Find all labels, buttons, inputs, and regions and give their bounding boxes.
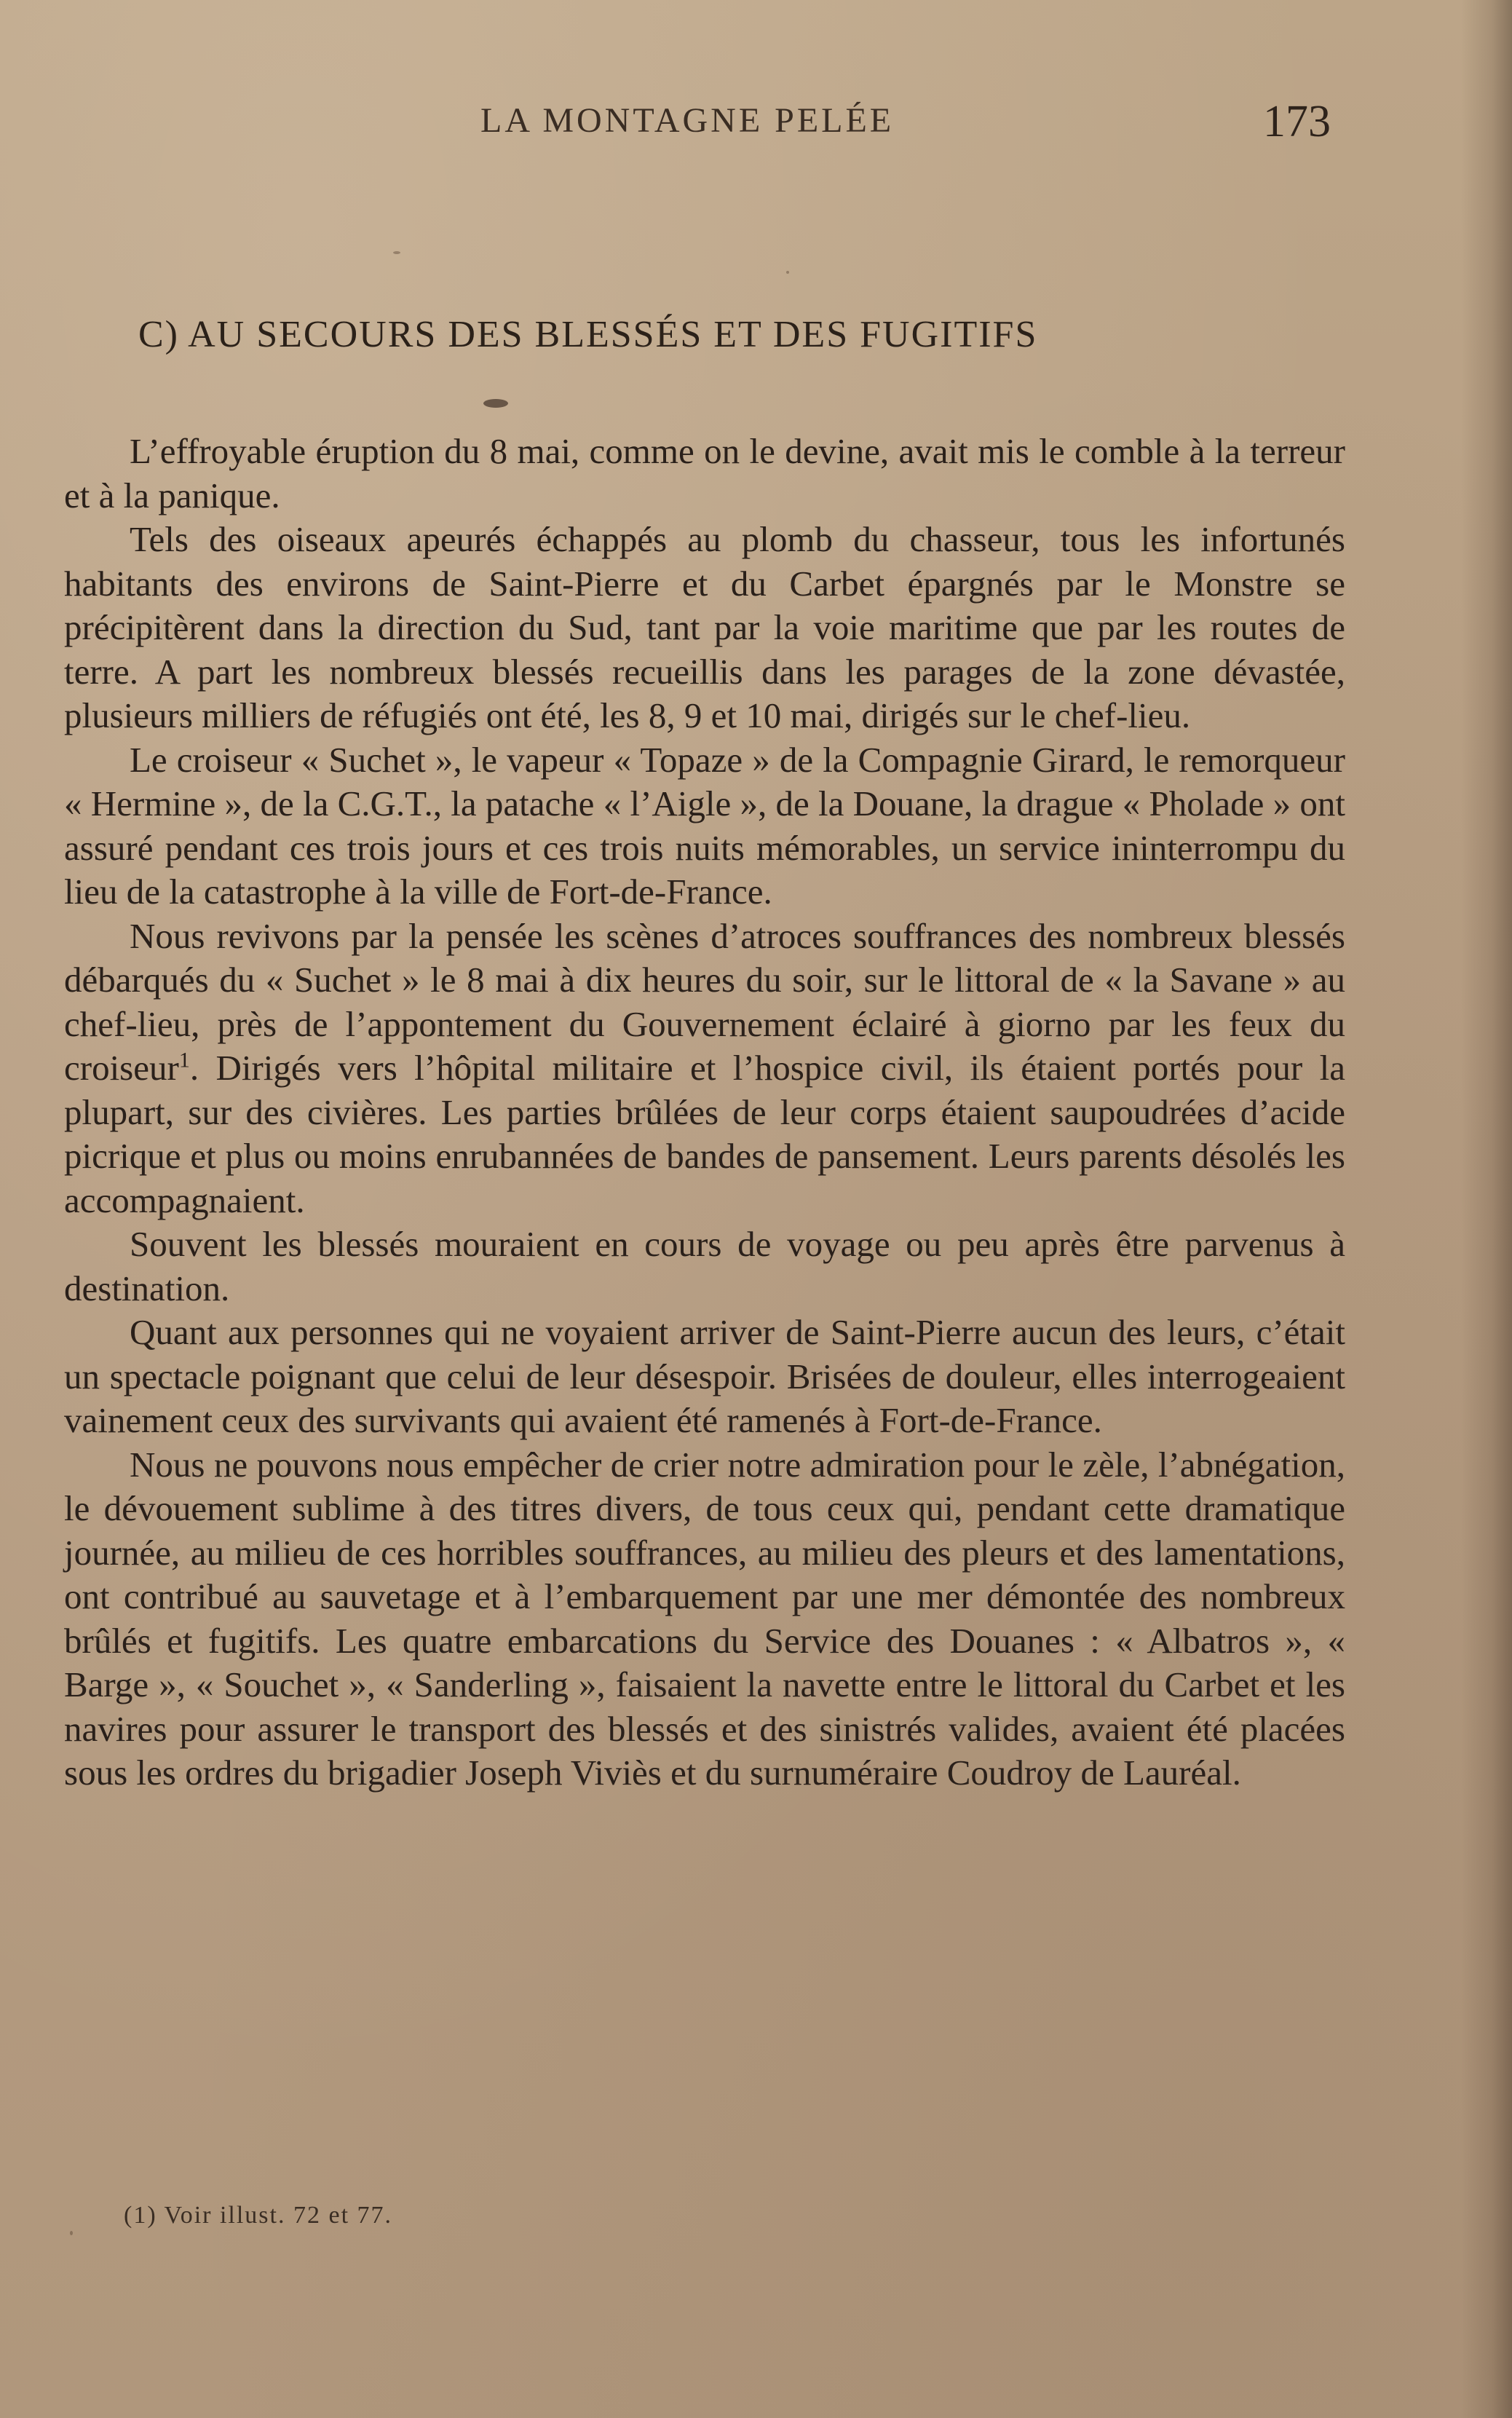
paragraph-4-text-a: Nous revivons par la pensée les scènes d’atroces souffrances des nombreux blessés débarqués du « Suchet » le 8 mai à dix heures du soir, sur le littoral de « la Savane » au chef-lieu, près de l’appontement du Gouvernement éclairé à giorno par les feux du croiseur (64, 915, 1345, 1088)
paragraph-1: L’effroyable éruption du 8 mai, comme on le devine, avait mis le comble à la terreur et à la panique. (64, 431, 1345, 515)
paragraph-5: Souvent les blessés mouraient en cours de voyage ou peu après être parvenus à destination. (64, 1224, 1345, 1308)
paper-speck (786, 271, 789, 274)
footnote-reference: 1 (178, 1048, 190, 1072)
paragraph-4-text-b: . Dirigés vers l’hôpital militaire et l’hospice civil, ils étaient portés pour la plupart, sur des civières. Les parties brûlées de leur corps étaient saupoudrées d’acide picrique et plus ou moins enrubannées de bandes de pansement. Leurs parents désolés les accompagnaient. (64, 1048, 1345, 1220)
paragraph-3: Le croiseur « Suchet », le vapeur « Topaze » de la Compagnie Girard, le remorqueur « Hermine », de la C.G.T., la patache « l’Aigle », de la Douane, la drague « Pholade » ont assuré pendant ces trois jours et ces trois nuits mémorables, un service ininterrompu du lieu de la catastrophe à la ville de Fort-de-France. (64, 739, 1345, 912)
page-edge-shadow (1461, 0, 1512, 2418)
paper-speck (70, 2231, 73, 2235)
paper-speck (393, 251, 400, 254)
page-number: 173 (1263, 97, 1331, 146)
running-header (0, 93, 1512, 159)
paragraph-2: Tels des oiseaux apeurés échappés au plomb du chasseur, tous les infortunés habitants des environs de Saint-Pierre et du Carbet épargnés par le Monstre se précipitèrent dans la direction du Sud, tant par la voie maritime que par les routes de terre. A part les nombreux blessés recueillis dans les parages de la zone dévastée, plusieurs milliers de réfugiés ont été, les 8, 9 et 10 mai, dirigés sur le chef-lieu. (64, 519, 1345, 735)
footnote: (1) Voir illust. 72 et 77. (124, 2202, 393, 2229)
heading-ornament (483, 399, 508, 408)
section-heading: C) AU SECOURS DES BLESSÉS ET DES FUGITIFS (138, 314, 1038, 355)
paragraph-7: Nous ne pouvons nous empêcher de crier notre admiration pour le zèle, l’abnégation, le dévouement sublime à des titres divers, de tous ceux qui, pendant cette dramatique journée, au milieu de ces horribles souffrances, au milieu des pleurs et des lamentations, ont contribué au sauvetage et à l’embarquement par une mer démontée des nombreux brûlés et fugitifs. Les quatre embarcations du Service des Douanes : « Albatros », « Barge », « Souchet », « Sanderling », faisaient la navette entre le littoral du Carbet et les navires pour assurer le transport des blessés et des sinistrés valides, avaient été placées sous les ordres du brigadier Joseph Viviès et du surnuméraire Coudroy de Lauréal. (64, 1444, 1345, 1793)
running-title: LA MONTAGNE PELÉE (480, 101, 895, 140)
paragraph-4 (64, 914, 1345, 1223)
body-text (64, 430, 1345, 1795)
paragraph-6: Quant aux personnes qui ne voyaient arriver de Saint-Pierre aucun des leurs, c’était un spectacle poignant que celui de leur désespoir. Brisées de douleur, elles interrogeaient vainement ceux des survivants qui avaient été ramenés à Fort-de-France. (64, 1312, 1345, 1440)
paper-speck (1092, 1762, 1094, 1764)
